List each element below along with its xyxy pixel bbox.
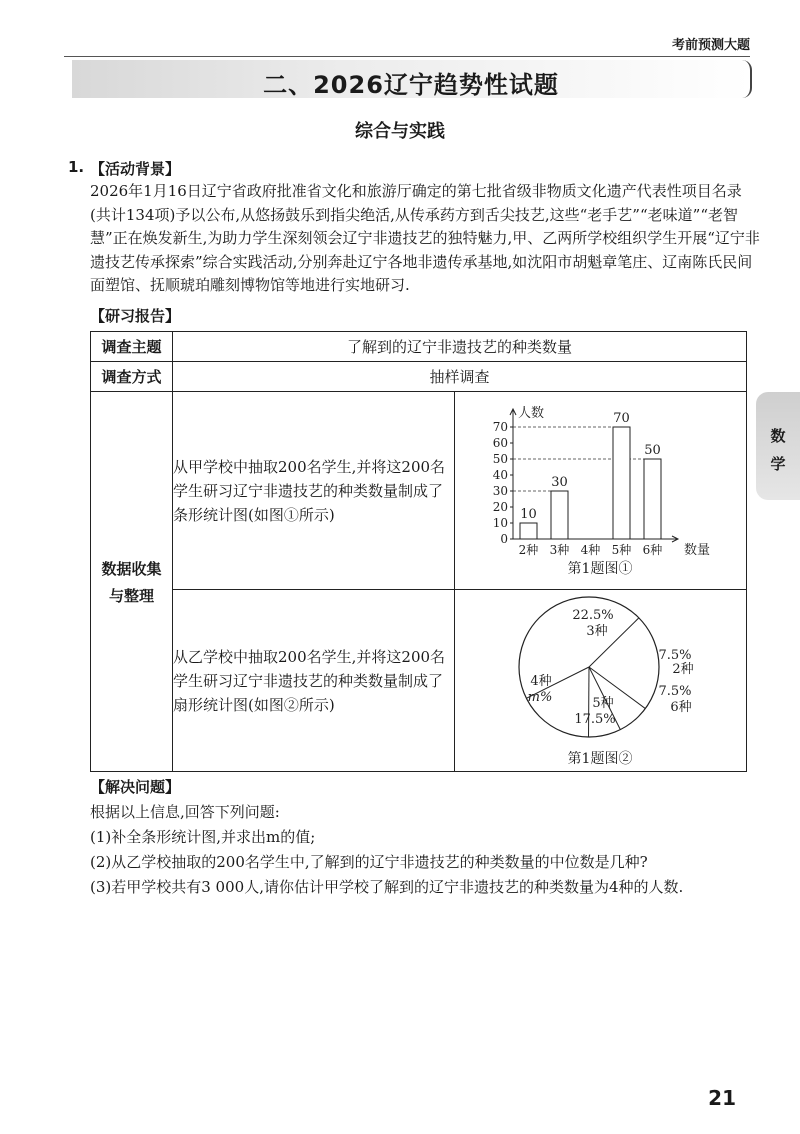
row-value-topic: 了解到的辽宁非遗技艺的种类数量 (173, 332, 747, 362)
desc-school-a: 从甲学校中抽取200名学生,并将这200名学生研习辽宁非遗技艺的种类数量制成了条形统计图(如图①所示) (173, 392, 455, 590)
banner (72, 60, 752, 98)
pie-slice-percent: m% (527, 689, 553, 705)
bar-value-label: 10 (520, 506, 537, 522)
bar-value-label: 30 (551, 474, 568, 490)
banner-title: 二、2026辽宁趋势性试题 (263, 71, 559, 99)
bar-y-axis-title: 人数 (518, 405, 545, 421)
bar-rect (644, 459, 661, 539)
row-label-data-line1: 数据收集 (101, 559, 162, 578)
pie-slice-label: 3种 (586, 623, 608, 639)
subject-side-tab (756, 392, 800, 500)
row-value-method: 抽样调查 (173, 362, 747, 392)
bar-y-tick-label: 30 (492, 483, 508, 498)
bar-value-label: 70 (613, 410, 630, 426)
pie-chart (455, 591, 745, 771)
bar-category-label: 2种 (518, 542, 539, 557)
solve-prompt: 根据以上信息,回答下列问题: (90, 803, 280, 821)
bar-y-tick-label: 60 (492, 435, 508, 450)
pie-chart-caption: 第1题图② (567, 750, 633, 767)
bar-category-label: 6种 (642, 542, 663, 557)
bar-category-label: 4种 (580, 542, 601, 557)
row-label-method: 调查方式 (91, 362, 173, 392)
report-tag: 【研习报告】 (90, 307, 181, 325)
solve-tag: 【解决问题】 (90, 778, 181, 796)
header-label: 考前预测大题 (671, 38, 750, 53)
row-label-data (91, 392, 173, 772)
bar-y-tick-label: 10 (492, 515, 508, 530)
background-tag: 【活动背景】 (90, 160, 181, 178)
row-label-data-line2: 与整理 (108, 586, 154, 605)
pie-slice-label: 6种 (670, 699, 692, 715)
report-table (90, 331, 747, 772)
bar-y-tick-label: 70 (492, 419, 508, 434)
sub-question-3: (3)若甲学校共有3 000人,请你估计甲学校了解到的辽宁非遗技艺的种类数量为4种的人数. (90, 878, 684, 896)
sub-question-2: (2)从乙学校抽取的200名学生中,了解到的辽宁非遗技艺的种类数量的中位数是几种? (90, 853, 648, 871)
pie-slice-percent: 22.5% (572, 607, 614, 623)
pie-slice-label: 2种 (672, 661, 694, 677)
page-number: 21 (708, 1086, 736, 1110)
bar-y-tick-label: 50 (492, 451, 508, 466)
bar-category-label: 5种 (611, 542, 632, 557)
pie-slice-label: 5种 (592, 695, 614, 711)
bar-y-tick-label: 20 (492, 499, 508, 514)
pie-slice-percent: 7.5% (658, 683, 692, 699)
side-tab-char: 数 (770, 427, 786, 445)
bar-x-axis-title: 数量 (684, 542, 711, 558)
pie-slice-percent: 7.5% (658, 647, 692, 663)
bar-chart-cell (455, 392, 747, 590)
question-number: 1. (68, 158, 85, 176)
bar-category-label: 3种 (549, 542, 570, 557)
row-label-topic: 调查主题 (91, 332, 173, 362)
sub-question-1: (1)补全条形统计图,并求出m的值; (90, 828, 316, 846)
bar-rect (613, 427, 630, 539)
side-tab-char: 学 (770, 455, 786, 473)
bar-chart-caption: 第1题图① (567, 560, 633, 577)
bar-rect (551, 491, 568, 539)
pie-chart-cell (455, 590, 747, 772)
pie-slice-label: 4种 (530, 673, 552, 689)
bar-chart (455, 393, 745, 589)
bar-value-label: 50 (644, 442, 661, 458)
desc-school-b: 从乙学校中抽取200名学生,并将这200名学生研习辽宁非遗技艺的种类数量制成了扇形统计图(如图②所示) (173, 590, 455, 772)
section-title: 综合与实践 (355, 121, 445, 142)
bar-y-tick-label: 0 (500, 531, 508, 546)
bar-rect (520, 523, 537, 539)
background-text: 2026年1月16日辽宁省政府批准省文化和旅游厅确定的第七批省级非物质文化遗产代表性项目名录(共计134项)予以公布,从悠扬鼓乐到指尖绝活,从传承药方到舌尖技艺,这些“老手艺”“老味道”“老智慧”正在焕发新生,为助力学生深刻领会辽宁非遗技艺的独特魅力,甲、乙两所学校组织学生开展“辽宁非遗技艺传承探索”综合实践活动,分别奔赴辽宁各地非遗传承基地,如沈阳市胡魁章笔庄、辽南陈氏民间面塑馆、抚顺琥珀雕刻博物馆等地进行实地研习. (90, 182, 760, 294)
bar-y-tick-label: 40 (492, 467, 508, 482)
pie-slice-percent: 17.5% (574, 711, 616, 727)
header-rule (64, 56, 750, 57)
